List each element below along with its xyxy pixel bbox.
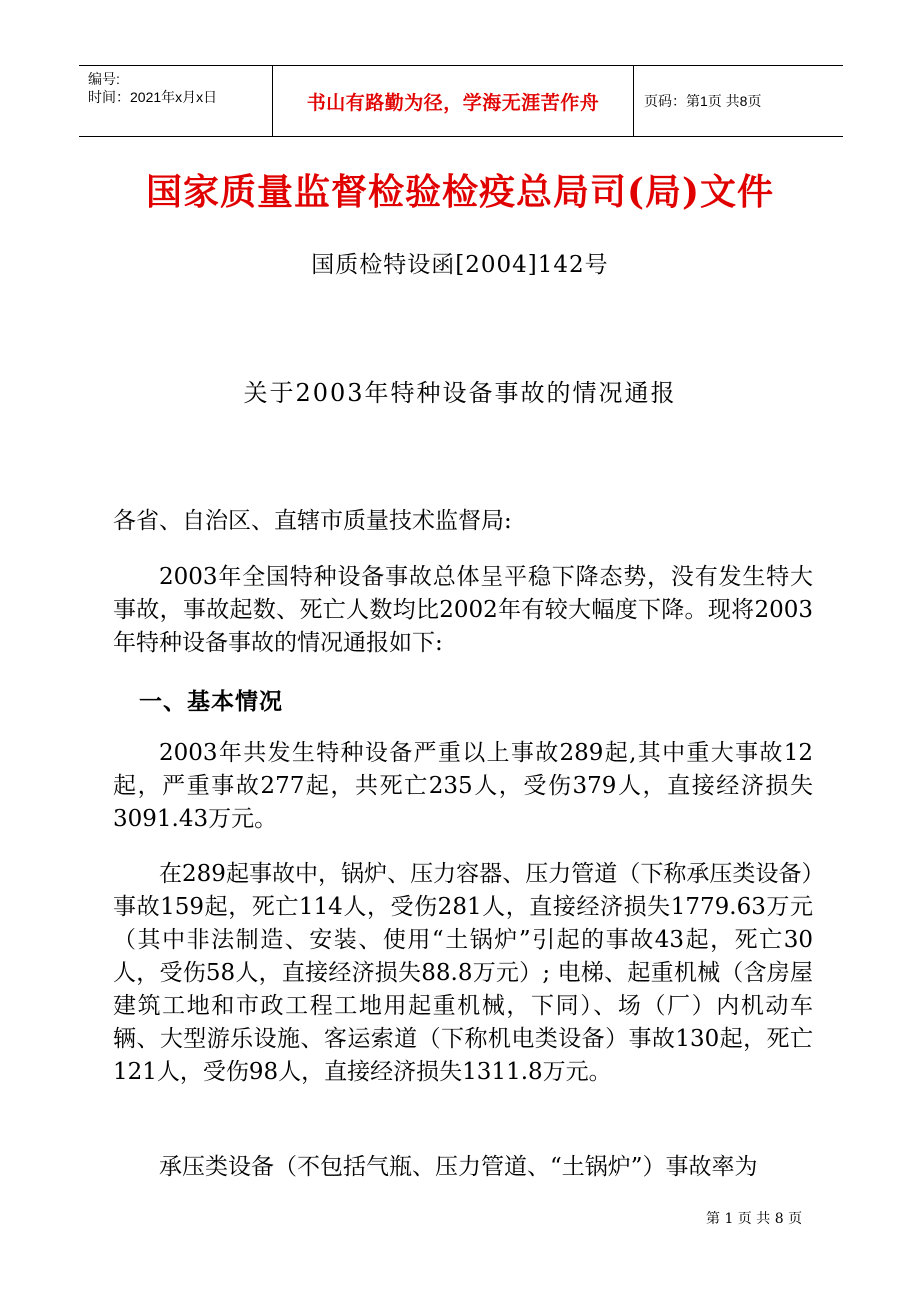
paragraph-summary: 2003年共发生特种设备严重以上事故289起,其中重大事故12起，严重事故277起，共死亡235人，受伤379人，直接经济损失3091.43万元。 [113, 740, 813, 832]
paragraph-intro: 2003年全国特种设备事故总体呈平稳下降态势，没有发生特大事故，事故起数、死亡人数均比2002年有较大幅度下降。现将2003年特种设备事故的情况通报如下: [113, 564, 813, 656]
document-number-label: 编号: [88, 71, 120, 87]
document-title: 国家质量监督检验检疫总局司(局)文件 [145, 171, 775, 213]
footer-page-number: 第 1 页 共 8 页 [706, 1211, 803, 1227]
header-motto: 书山有路勤为径，学海无涯苦作舟 [273, 66, 634, 136]
header-table [79, 65, 843, 137]
document-time-label: 时间：2021年x月x日 [88, 89, 218, 105]
section-heading-basic-situation: 一、基本情况 [139, 689, 283, 715]
header-page-info: 页码：第1页 共8页 [644, 93, 762, 109]
paragraph-accident-rate: 承压类设备（不包括气瓶、压力管道、“土锅炉”）事故率为 [159, 1154, 758, 1180]
header-meta [79, 66, 273, 136]
document-reference-number: 国质检特设函[2004]142号 [311, 252, 609, 278]
salutation: 各省、自治区、直辖市质量技术监督局: [113, 508, 512, 534]
document-subject: 关于2003年特种设备事故的情况通报 [243, 379, 677, 407]
paragraph-breakdown: 在289起事故中，锅炉、压力容器、压力管道（下称承压类设备）事故159起，死亡114人，受伤281人，直接经济损失1779.63万元（其中非法制造、安装、使用“土锅炉”引起的事故43起，死亡30人，受伤58人，直接经济损失88.8万元）; 电梯、起重机械（含房屋建筑工地和市政工程工地用起重机械，下同）、场（厂）内机动车辆、大型游乐设施、客运索道（下称机电类设备）事故130起，死亡121人，受伤98人，直接经济损失1311.8万元。 [113, 861, 813, 1085]
